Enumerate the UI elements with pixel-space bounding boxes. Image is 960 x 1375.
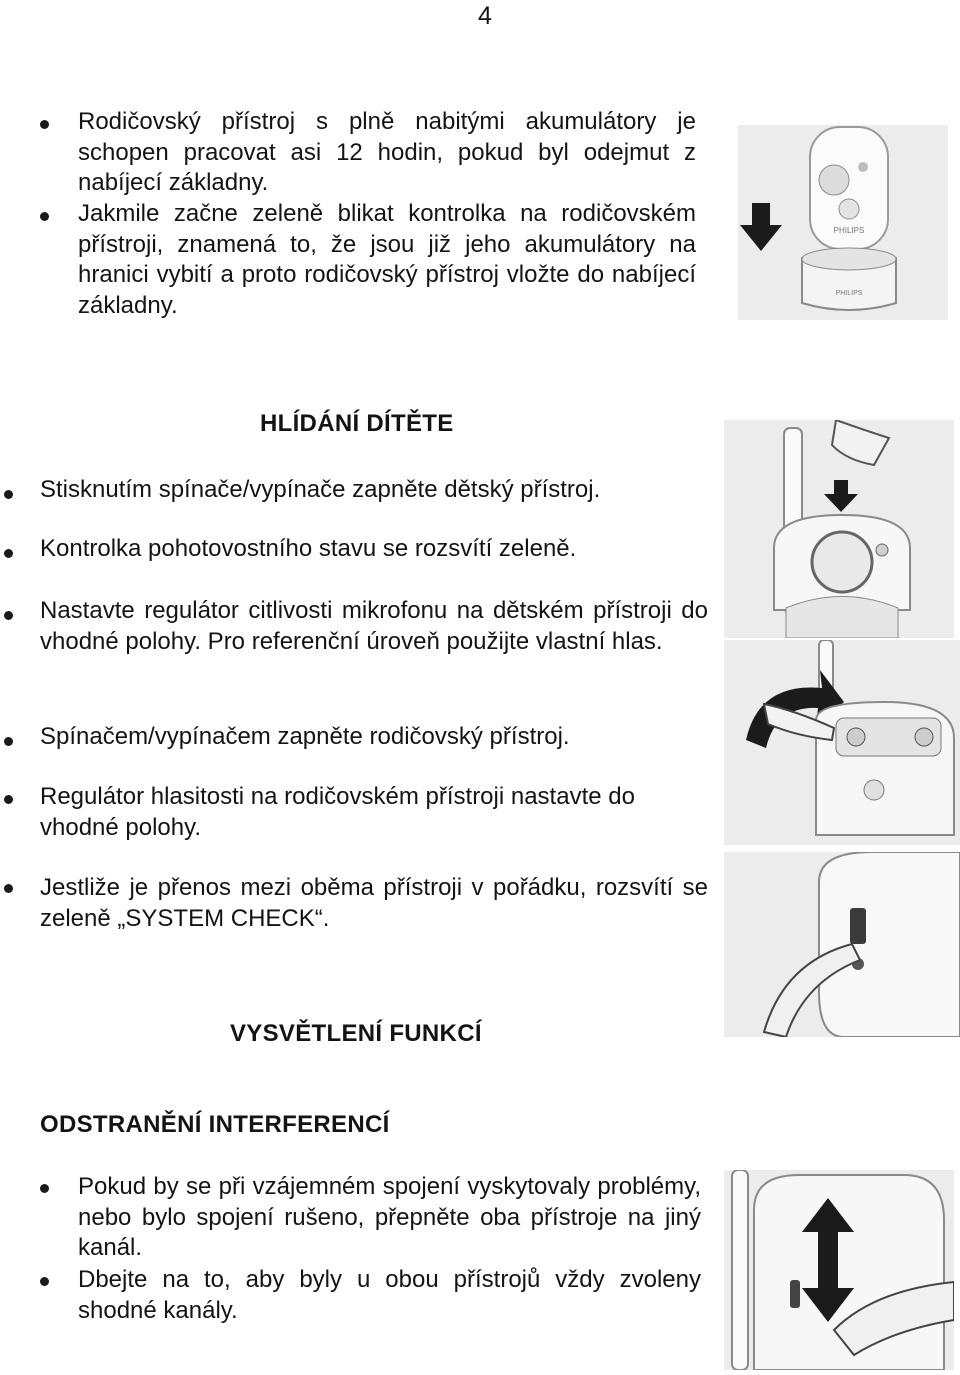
monitoring-step: Nastavte regulátor citlivosti mikrofonu na dětském přístroji do vhodné polohy. Pro referenční úroveň použijte vlastní hlas. <box>40 597 708 655</box>
interference-bullet-text: Pokud by se při vzájemném spojení vyskytovaly problémy, nebo bylo spojení rušeno, přepněte oba přístroje na jiný kanál. <box>78 1173 701 1261</box>
bullet-dot <box>4 549 13 558</box>
bullet-dot <box>40 1184 49 1193</box>
svg-text:PHILIPS: PHILIPS <box>833 226 865 235</box>
intro-bullet-text: Rodičovský přístroj s plně nabitými akumulátory je schopen pracovat asi 12 hodin, pokud byl odejmut z nabíjecí základny. <box>78 108 696 196</box>
antenna-icon <box>732 1170 748 1370</box>
channel-switch-icon <box>790 1280 800 1308</box>
intro-bullet-text: Jakmile začne zeleně blikat kontrolka na rodičovském přístroji, znamená to, že jsou již jeho akumulátory na hranici vybití a proto rodičovský přístroj vložte do nabíjecí základny. <box>78 200 696 319</box>
bullet-dot <box>4 884 13 893</box>
monitoring-step: Stisknutím spínače/vypínače zapněte dětský přístroj. <box>40 476 601 503</box>
page-number: 4 <box>478 2 492 30</box>
dial-icon <box>812 532 872 592</box>
bullet-dot <box>40 1277 49 1286</box>
interference-bullet-text: Dbejte na to, aby byly u obou přístrojů vždy zvoleny shodné kanály. <box>78 1266 701 1324</box>
illustration-sensitivity-dial <box>724 640 960 845</box>
monitoring-step: Regulátor hlasitosti na rodičovském přístroji nastavte do vhodné polohy. <box>40 783 635 841</box>
monitoring-step: Jestliže je přenos mezi oběma přístroji v pořádku, rozsvítí se zeleně „SYSTEM CHECK“. <box>40 874 708 932</box>
bullet-dot <box>40 212 49 221</box>
bullet-dot <box>40 120 49 129</box>
bullet-dot <box>4 737 13 746</box>
section-heading-monitoring: HLÍDÁNÍ DÍTĚTE <box>260 410 454 437</box>
section-heading-functions: VYSVĚTLENÍ FUNKCÍ <box>230 1020 482 1047</box>
bullet-dot <box>4 490 13 499</box>
bullet-dot <box>4 611 13 620</box>
illustration-parent-unit-switch <box>724 852 960 1037</box>
svg-text:PHILIPS: PHILIPS <box>835 290 863 297</box>
monitoring-step: Kontrolka pohotovostního stavu se rozsvítí zeleně. <box>40 535 577 562</box>
monitoring-step: Spínačem/vypínačem zapněte rodičovský přístroj. <box>40 723 570 750</box>
illustration-channel-switch <box>724 1170 954 1370</box>
finger-icon <box>832 420 889 465</box>
illustration-baby-unit-power <box>724 420 954 638</box>
down-arrow-icon <box>740 203 782 251</box>
switch-icon <box>850 908 866 944</box>
section-heading-interference: ODSTRANĚNÍ INTERFERENCÍ <box>40 1111 390 1138</box>
down-arrow-icon <box>824 480 858 512</box>
bullet-dot <box>4 795 13 804</box>
illustration-parent-unit-charging <box>738 125 948 320</box>
